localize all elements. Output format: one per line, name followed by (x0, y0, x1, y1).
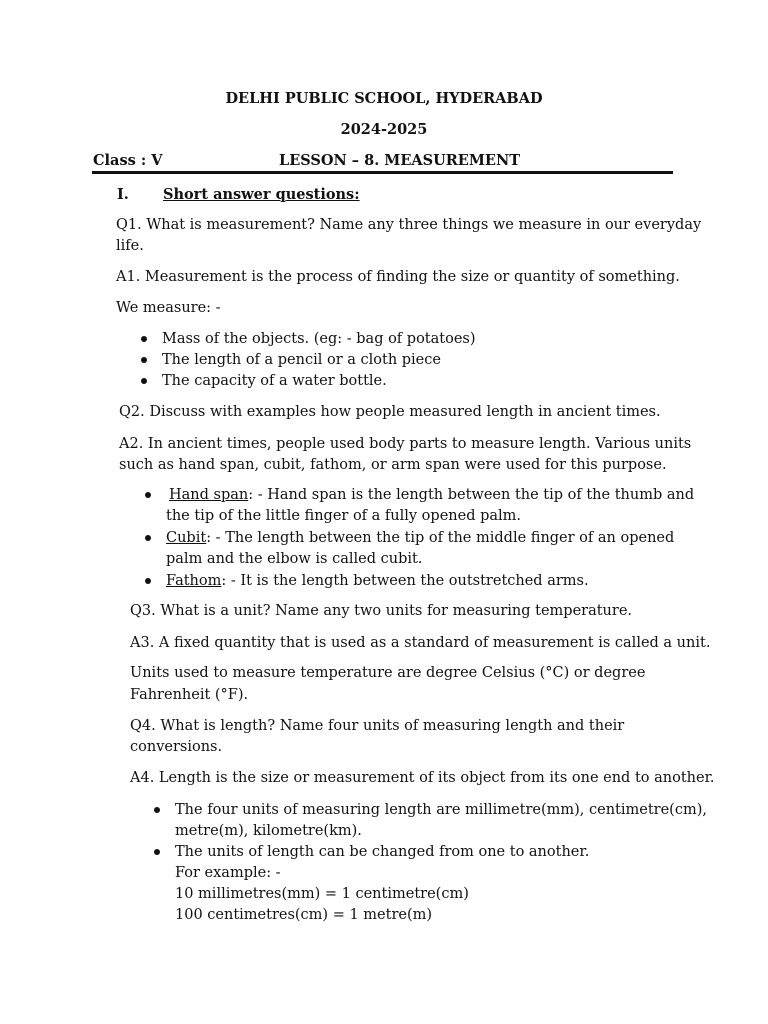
hand-span-desc: : - Hand span is the length between the tip of the thumb and (248, 487, 695, 503)
q1-list-item: Mass of the objects. (eg: - bag of potatoes) (162, 331, 476, 347)
bullet-icon (154, 807, 160, 813)
section-number: I. (117, 186, 129, 203)
academic-year: 2024-2025 (340, 121, 428, 138)
a4-bullet1-line1: The four units of measuring length are millimetre(mm), centimetre(cm), (175, 802, 707, 818)
q1-list-item: The length of a pencil or a cloth piece (162, 352, 441, 368)
a4-bullet2: The units of length can be changed from one to another. (175, 844, 590, 860)
bullet-icon (141, 378, 147, 384)
header-divider (92, 171, 673, 174)
bullet-icon (145, 535, 151, 541)
q4-question-line1: Q4. What is length? Name four units of measuring length and their (130, 718, 625, 734)
bullet-icon (141, 336, 147, 342)
lesson-title: LESSON – 8. MEASUREMENT (279, 152, 521, 169)
bullet-icon (154, 849, 160, 855)
fathom-term: Fathom (166, 573, 222, 589)
q1-question-line1: Q1. What is measurement? Name any three things we measure in our everyday (116, 217, 702, 233)
q1-list-item: The capacity of a water bottle. (162, 373, 387, 389)
cubit-desc: : - The length between the tip of the middle finger of an opened (206, 530, 675, 546)
class-label: Class : V (93, 152, 163, 169)
hand-span-term: Hand span (169, 487, 249, 503)
conversion-example: 100 centimetres(cm) = 1 metre(m) (175, 907, 433, 923)
a3-units-line2: Fahrenheit (°F). (130, 687, 249, 703)
a3-answer: A3. A fixed quantity that is used as a standard of measurement is called a unit. (130, 635, 711, 651)
q1-question-line2: life. (116, 238, 144, 254)
we-measure-label: We measure: - (116, 300, 221, 316)
section-title: Short answer questions: (163, 186, 360, 203)
cubit-item (166, 528, 674, 549)
a2-answer-line1: A2. In ancient times, people used body parts to measure length. Various units (119, 436, 692, 452)
a4-bullet1-line2: metre(m), kilometre(km). (175, 823, 362, 839)
fathom-item (166, 571, 589, 592)
q4-question-line2: conversions. (130, 739, 223, 755)
a4-answer: A4. Length is the size or measurement of its object from its one end to another. (130, 770, 715, 786)
cubit-term: Cubit (166, 530, 207, 546)
q2-question: Q2. Discuss with examples how people measured length in ancient times. (119, 404, 661, 420)
hand-span-desc-line2: the tip of the little finger of a fully opened palm. (166, 508, 522, 524)
fathom-desc: : - It is the length between the outstretched arms. (221, 573, 589, 589)
bullet-icon (145, 492, 151, 498)
cubit-desc-line2: palm and the elbow is called cubit. (166, 551, 423, 567)
school-name: DELHI PUBLIC SCHOOL, HYDERABAD (225, 90, 543, 107)
hand-span-item (169, 485, 694, 506)
a1-answer: A1. Measurement is the process of finding the size or quantity of something. (116, 269, 680, 285)
bullet-icon (145, 578, 151, 584)
a2-answer-line2: such as hand span, cubit, fathom, or arm span were used for this purpose. (119, 457, 667, 473)
bullet-icon (141, 357, 147, 363)
conversion-example: 10 millimetres(mm) = 1 centimetre(cm) (175, 886, 469, 902)
a3-units-line1: Units used to measure temperature are degree Celsius (°C) or degree (130, 665, 646, 681)
q3-question: Q3. What is a unit? Name any two units for measuring temperature. (130, 603, 633, 619)
example-label: For example: - (175, 865, 281, 881)
